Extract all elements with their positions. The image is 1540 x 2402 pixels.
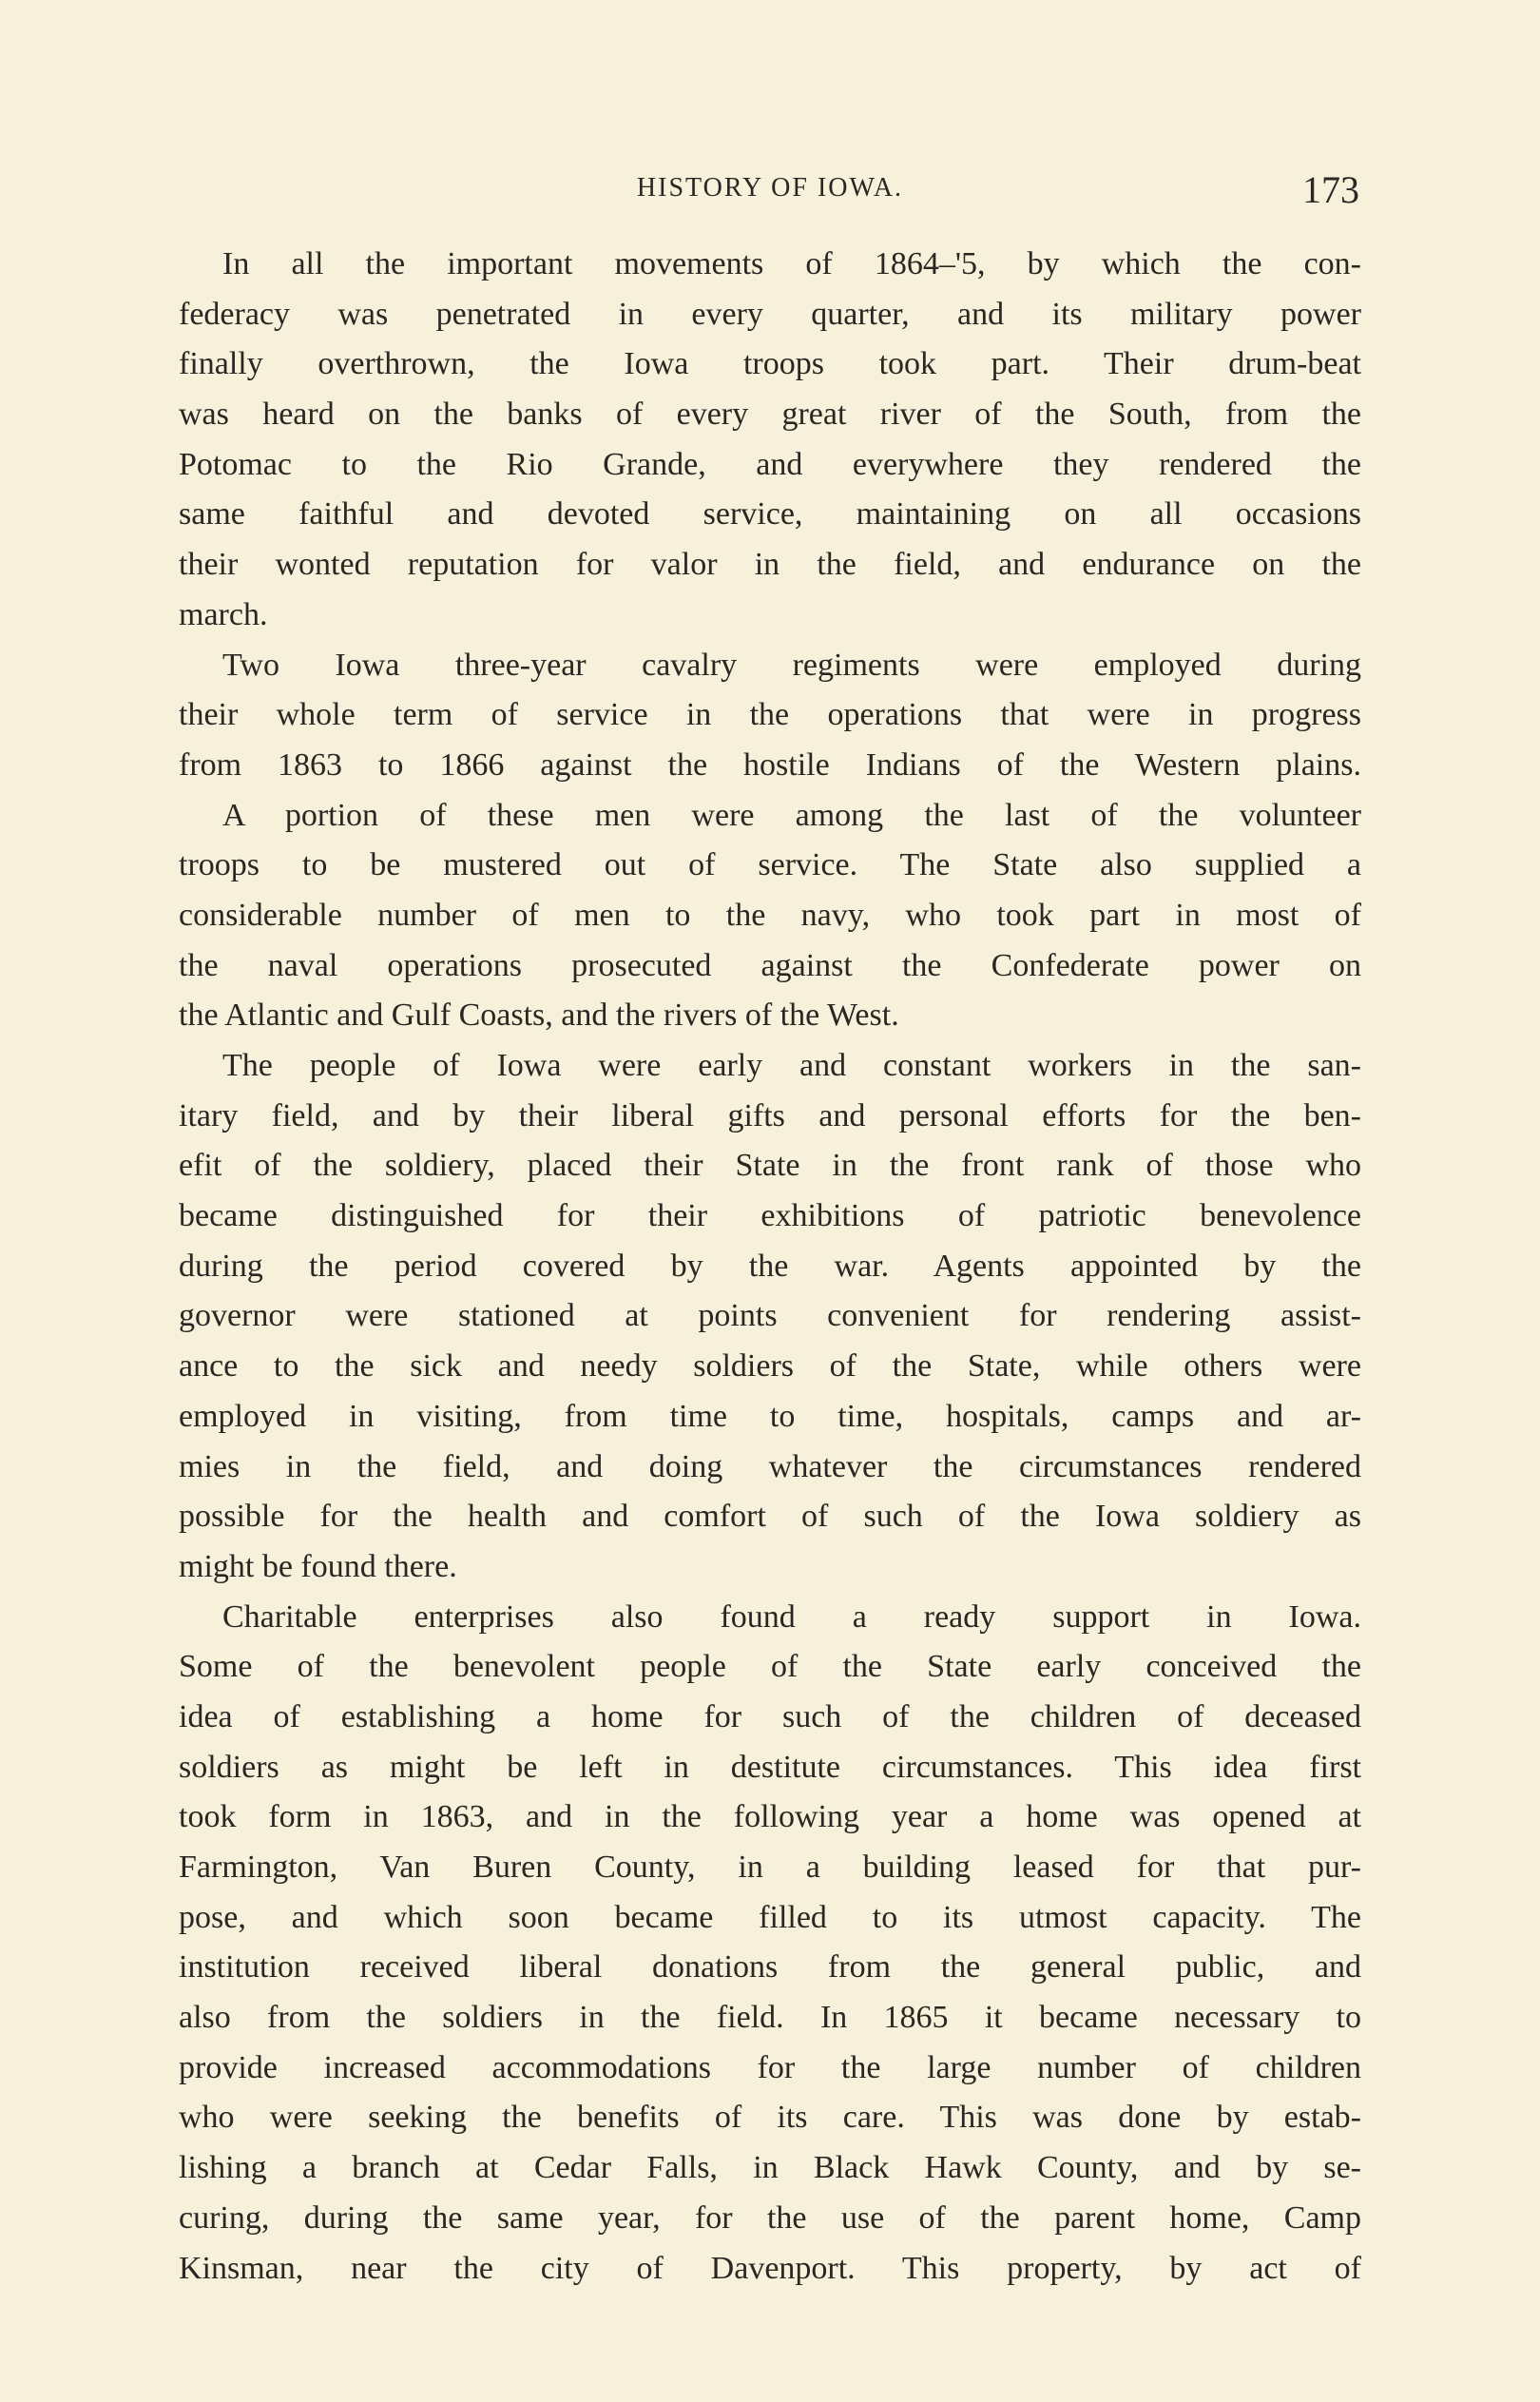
text-line: Some of the benevolent people of the State early conceived the	[179, 1649, 1361, 1685]
text-line: In all the important movements of 1864–'5, by which the con-	[222, 246, 1361, 281]
text-line: considerable number of men to the navy, who took part in most of	[179, 897, 1361, 933]
text-line: the naval operations prosecuted against the Confederate power on	[179, 947, 1361, 983]
body-text	[179, 240, 1361, 2294]
text-line: might be found there.	[179, 1548, 457, 1584]
text-line: idea of establishing a home for such of the children of deceased	[179, 1698, 1361, 1734]
text-line: from 1863 to 1866 against the hostile Indians of the Western plains.	[179, 746, 1361, 783]
text-line: soldiers as might be left in destitute circumstances. This idea first	[179, 1749, 1361, 1785]
running-title: HISTORY OF IOWA.	[636, 173, 904, 203]
text-line: also from the soldiers in the field. In 1865 it became necessary to	[179, 2000, 1361, 2036]
text-line: during the period covered by the war. Agents appointed by the	[179, 1248, 1361, 1284]
text-line: curing, during the same year, for the use of the parent home, Camp	[179, 2199, 1361, 2236]
text-line: Kinsman, near the city of Davenport. This property, by act of	[179, 2250, 1361, 2286]
running-head	[181, 167, 1359, 215]
text-line: finally overthrown, the Iowa troops took part. Their drum-beat	[179, 346, 1361, 382]
text-line: march.	[179, 596, 268, 632]
text-line: efit of the soldiery, placed their State in the front rank of those who	[179, 1148, 1361, 1184]
text-line: who were seeking the benefits of its care. This was done by estab-	[179, 2100, 1361, 2136]
text-line: their wonted reputation for valor in the field, and endurance on the	[179, 547, 1361, 583]
text-line: ance to the sick and needy soldiers of the State, while others were	[179, 1348, 1361, 1385]
text-line: A portion of these men were among the last of the volunteer	[222, 797, 1361, 833]
text-line: employed in visiting, from time to time, hospitals, camps and ar-	[179, 1398, 1361, 1434]
text-line: Charitable enterprises also found a ready support in Iowa.	[222, 1598, 1361, 1635]
text-line: governor were stationed at points convenient for rendering assist-	[179, 1298, 1361, 1334]
text-line: itary field, and by their liberal gifts and personal efforts for the ben-	[179, 1097, 1361, 1133]
text-line: took form in 1863, and in the following year a home was opened at	[179, 1799, 1361, 1835]
text-line: the Atlantic and Gulf Coasts, and the rivers of the West.	[179, 998, 899, 1034]
text-line: pose, and which soon became filled to its utmost capacity. The	[179, 1899, 1361, 1935]
text-line: Farmington, Van Buren County, in a building leased for that pur-	[179, 1850, 1361, 1885]
text-line: institution received liberal donations from the general public, and	[179, 1949, 1361, 1986]
text-line: became distinguished for their exhibitions of patriotic benevolence	[179, 1198, 1361, 1234]
text-line: same faithful and devoted service, maintaining on all occasions	[179, 496, 1361, 533]
text-line: was heard on the banks of every great river of the South, from the	[179, 397, 1361, 433]
text-line: possible for the health and comfort of such of the Iowa soldiery as	[179, 1499, 1361, 1535]
text-line: federacy was penetrated in every quarter, and its military power	[179, 296, 1361, 332]
text-line: mies in the field, and doing whatever the circumstances rendered	[179, 1448, 1361, 1484]
page-number: 173	[1302, 168, 1359, 211]
text-line: troops to be mustered out of service. The State also supplied a	[179, 847, 1361, 883]
text-line: The people of Iowa were early and constant workers in the san-	[222, 1048, 1361, 1083]
text-line: provide increased accommodations for the large number of children	[179, 2049, 1361, 2085]
text-line: Two Iowa three-year cavalry regiments were employed during	[222, 647, 1361, 683]
text-line: lishing a branch at Cedar Falls, in Black Hawk County, and by se-	[179, 2150, 1361, 2186]
text-line: Potomac to the Rio Grande, and everywhere they rendered the	[179, 446, 1361, 482]
text-line: their whole term of service in the operations that were in progress	[179, 697, 1361, 733]
